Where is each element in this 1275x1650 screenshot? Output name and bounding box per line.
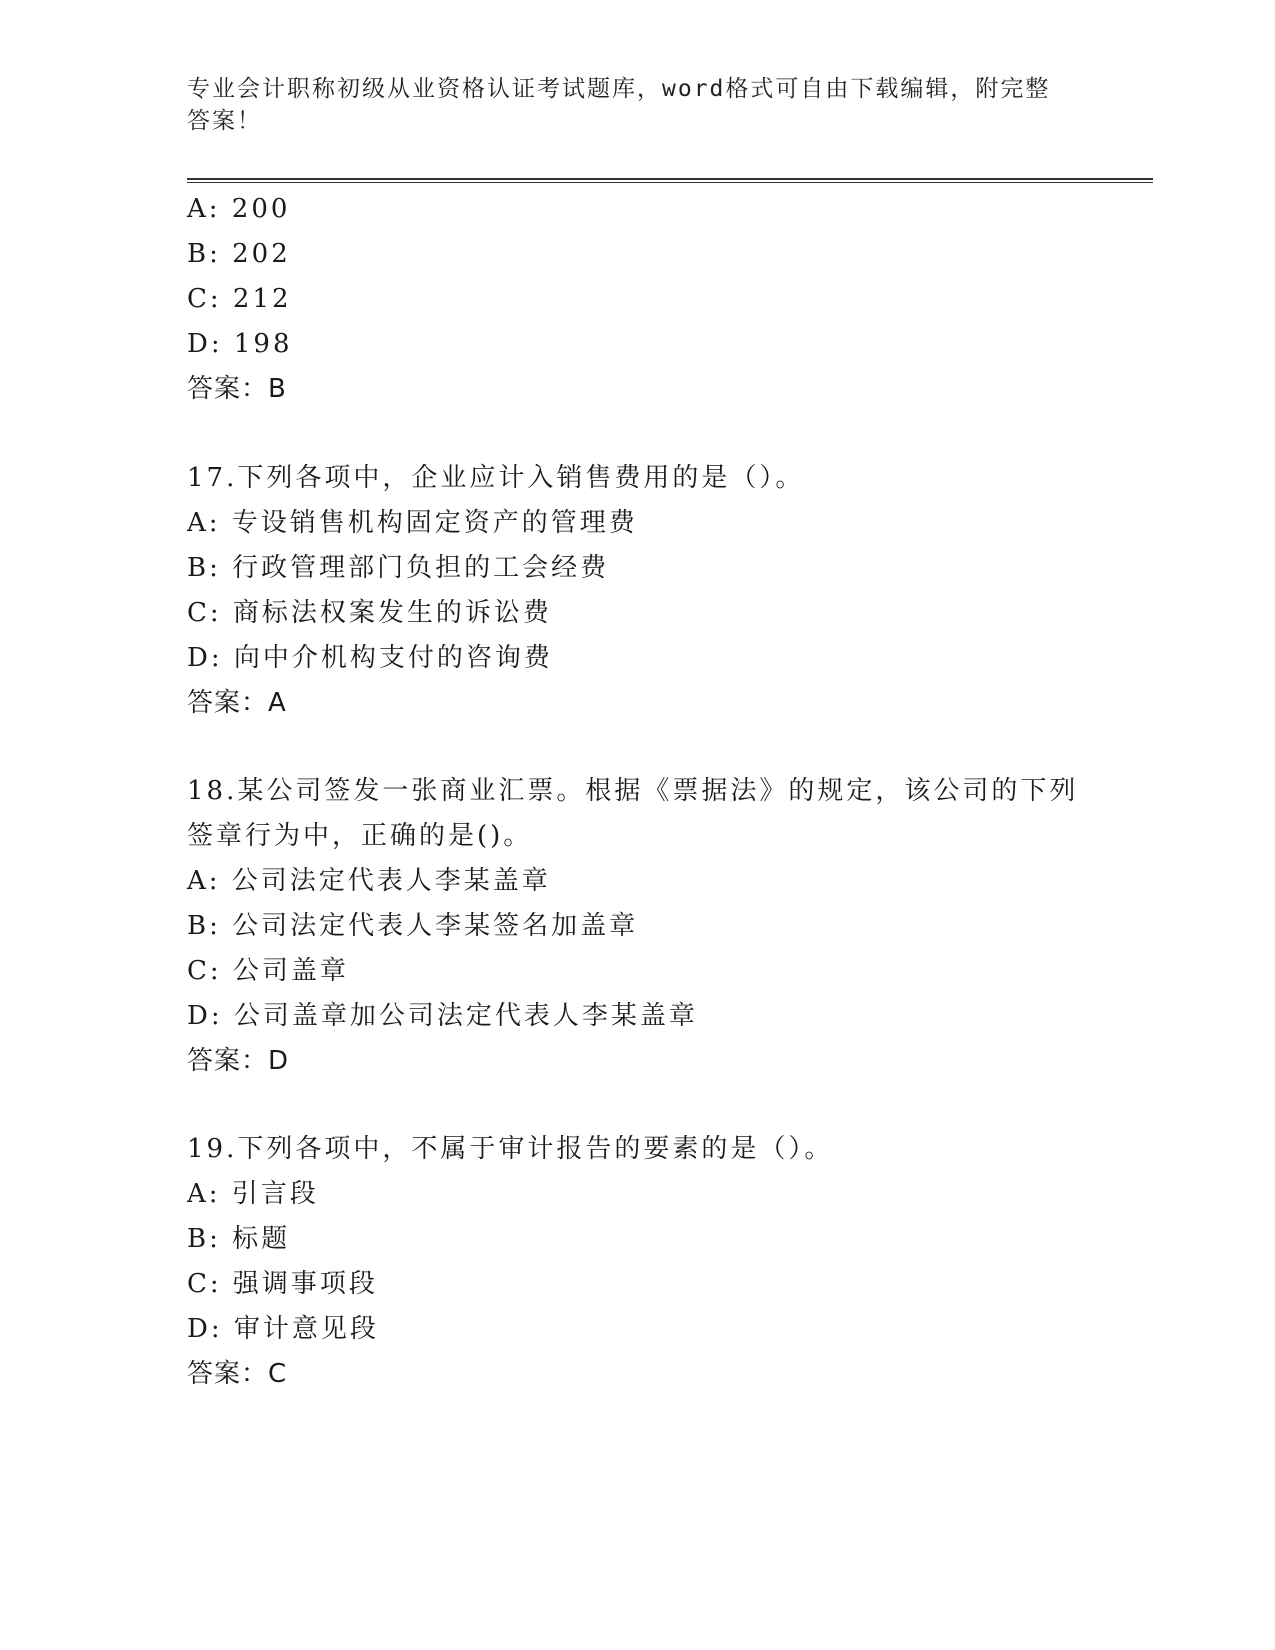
q18-option-a: A: 公司法定代表人李某盖章 [187,866,551,896]
q19-stem: 19.下列各项中，不属于审计报告的要素的是（）。 [187,1134,834,1164]
q18-option-b: B: 公司法定代表人李某签名加盖章 [187,911,639,941]
q18-option-d: D: 公司盖章加公司法定代表人李某盖章 [187,1001,698,1031]
q19-option-c: C: 强调事项段 [187,1269,378,1299]
q17-stem: 17.下列各项中，企业应计入销售费用的是（）。 [187,463,805,493]
q18-stem-line2: 签章行为中，正确的是()。 [187,821,533,851]
q19-option-d: D: 审计意见段 [187,1314,379,1344]
q18-answer: 答案：D [187,1046,290,1076]
q19-answer: 答案：C [187,1359,288,1389]
q17-option-c: C: 商标法权案发生的诉讼费 [187,598,552,628]
q19-option-a: A: 引言段 [187,1179,319,1209]
q19-option-b: B: 标题 [187,1224,291,1254]
q16-option-a: A: 200 [187,194,291,224]
q17-option-b: B: 行政管理部门负担的工会经费 [187,553,610,583]
q17-option-a: A: 专设销售机构固定资产的管理费 [187,508,638,538]
q17-answer: 答案：A [187,688,287,718]
q16-answer: 答案：B [187,374,287,404]
q16-option-c: C: 212 [187,284,292,314]
q18-stem-line1: 18.某公司签发一张商业汇票。根据《票据法》的规定，该公司的下列 [187,776,1079,806]
q17-option-d: D: 向中介机构支付的咨询费 [187,643,553,673]
header-note: 专业会计职称初级从业资格认证考试题库，word格式可自由下载编辑，附完整答案！ [187,76,1051,134]
q18-option-c: C: 公司盖章 [187,956,349,986]
q16-option-b: B: 202 [187,239,291,269]
q16-option-d: D: 198 [187,329,293,359]
header-divider [187,178,1153,183]
